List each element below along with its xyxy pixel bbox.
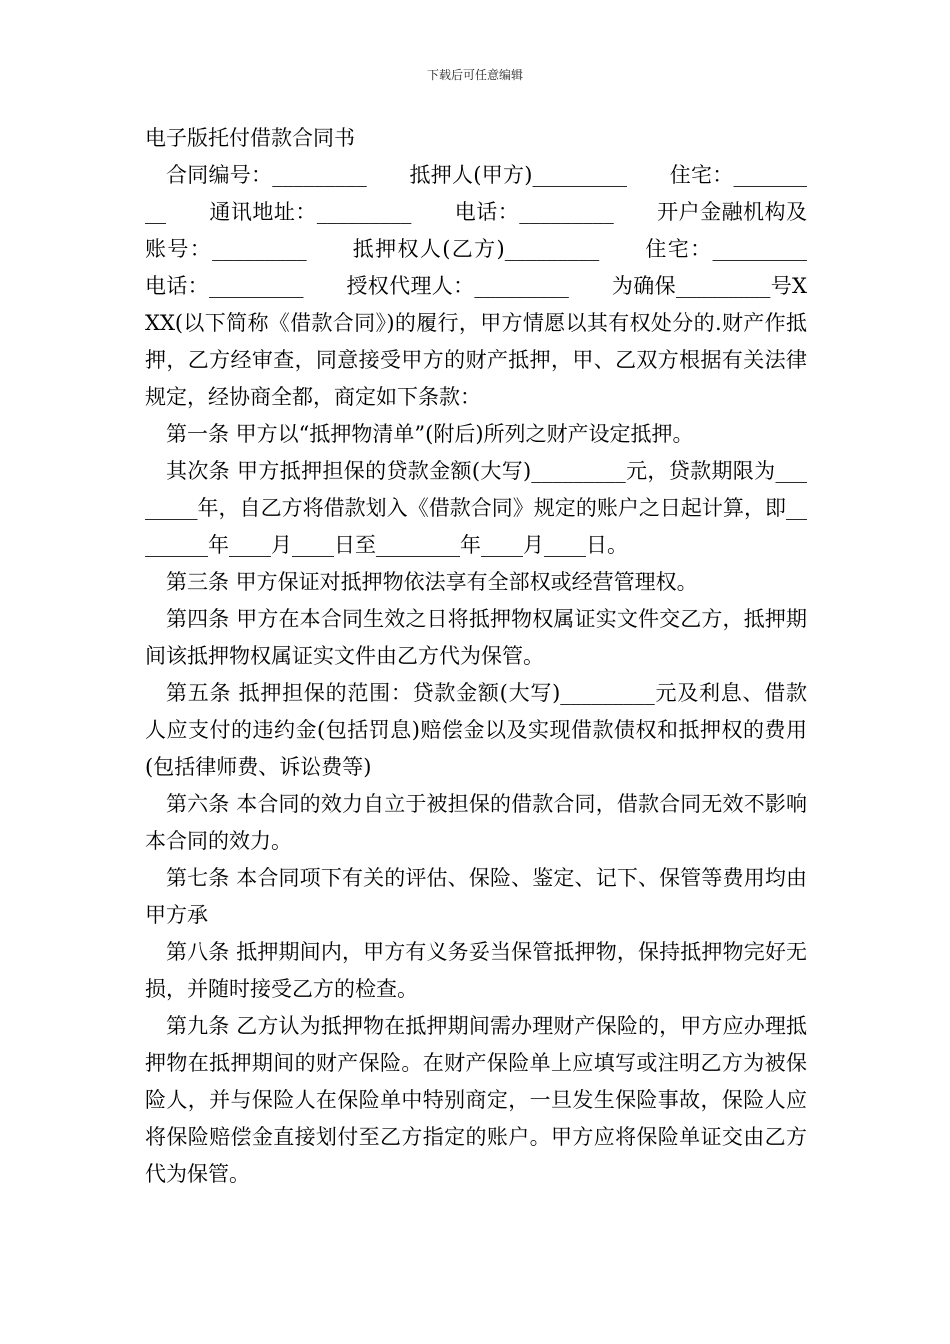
paragraph-article-3: 第三条 甲方保证对抵押物依法享有全部权或经营管理权。 [166,570,698,594]
page-header-note: 下载后可任意编辑 [426,68,523,82]
paragraph-article-8: 第八条 抵押期间内，甲方有义务妥当保管抵押物，保持抵押物完好无损，并随时接受乙方的检查。 [145,940,807,1001]
paragraph-article-4: 第四条 甲方在本合同生效之日将抵押物权属证实文件交乙方，抵押期间该抵押物权属证实文件由乙方代为保管。 [145,607,807,668]
paragraph-article-6: 第六条 本合同的效力自立于被担保的借款合同，借款合同无效不影响本合同的效力。 [145,792,807,853]
paragraph-article-5: 第五条 抵押担保的范围：贷款金额(大写)_________元及利息、借款人应支付的违约金(包括罚息)赔偿金以及实现借款债权和抵押权的费用(包括律师费、诉讼费等) [145,681,807,779]
document-body [145,120,849,1193]
paragraph-article-2: 其次条 甲方抵押担保的贷款金额(大写)_________元，贷款期限为________年，自乙方将借款划入《借款合同》规定的账户之日起计算，即________年____月____日至________年____月____日。 [145,459,807,557]
document-title: 电子版托付借款合同书 [145,126,355,150]
paragraph-article-1: 第一条 甲方以“抵押物清单”(附后)所列之财产设定抵押。 [166,422,694,446]
paragraph-parties: 合同编号：_________ 抵押人(甲方)_________ 住宅：_________ 通讯地址：_________ 电话：_________ 开户金融机构及账号：_________ 抵押权人(乙方)_________ 住宅：_________ 电话：_________ 授权代理人：_________ 为确保_________号XXX(以下简称《借款合同》)的履行，甲方情愿以其有权处分的.财产作抵押，乙方经审查，同意接受甲方的财产抵押，甲、乙双方根据有关法律规定，经协商全都，商定如下条款： [145,163,849,409]
paragraph-article-7: 第七条 本合同项下有关的评估、保险、鉴定、记下、保管等费用均由甲方承 [145,866,807,927]
paragraph-article-9: 第九条 乙方认为抵押物在抵押期间需办理财产保险的，甲方应办理抵押物在抵押期间的财产保险。在财产保险单上应填写或注明乙方为被保险人，并与保险人在保险单中特别商定，一旦发生保险事故，保险人应将保险赔偿金直接划付至乙方指定的账户。甲方应将保险单证交由乙方代为保管。 [145,1014,807,1186]
